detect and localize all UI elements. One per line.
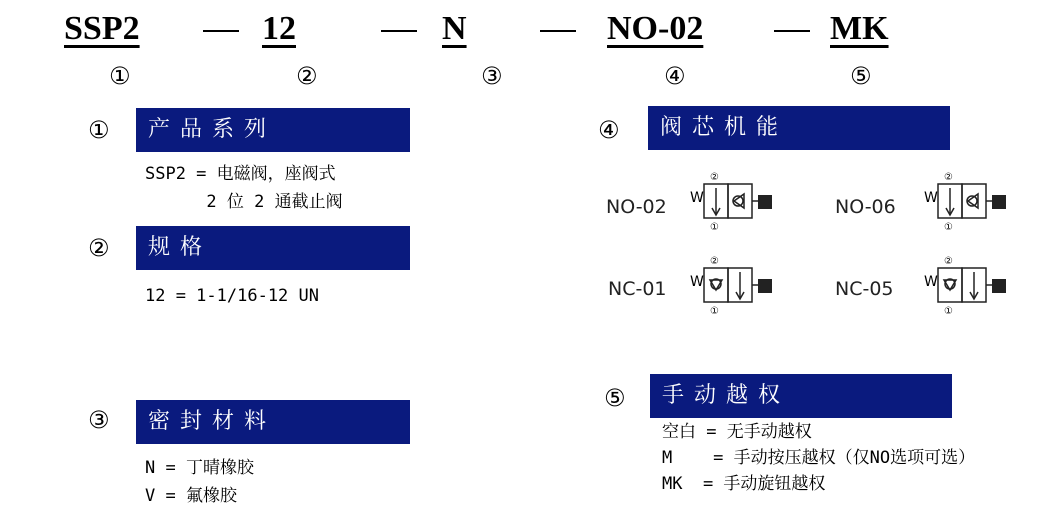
section-marker: ⑤	[604, 384, 626, 412]
svg-text:②: ②	[710, 172, 719, 183]
valve-label: NC-01	[608, 278, 667, 300]
svg-text:①: ①	[944, 222, 953, 233]
section-line: V = 氟橡胶	[145, 486, 237, 506]
section-marker: ①	[88, 116, 110, 144]
valve-diagram	[924, 168, 1034, 238]
valve-label: NC-05	[835, 278, 894, 300]
section-header: 阀芯机能	[648, 106, 950, 150]
code-part-size: 12	[262, 10, 296, 47]
section-marker: ④	[598, 116, 620, 144]
svg-text:①: ①	[710, 306, 719, 317]
svg-text:W: W	[924, 190, 938, 206]
code-separator	[203, 30, 239, 32]
section-line: MK = 手动旋钮越权	[662, 474, 826, 494]
code-part-series: SSP2	[64, 10, 140, 47]
valve-diagram	[690, 168, 820, 238]
code-part-override: MK	[830, 10, 889, 47]
code-marker: ③	[481, 62, 503, 90]
section-line: N = 丁晴橡胶	[145, 458, 254, 478]
code-separator	[774, 30, 810, 32]
svg-text:①: ①	[944, 306, 953, 317]
code-separator	[540, 30, 576, 32]
svg-text:①: ①	[710, 222, 719, 233]
section-header: 密封材料	[136, 400, 410, 444]
section-line: SSP2 = 电磁阀，座阀式	[145, 164, 336, 184]
section-marker: ③	[88, 406, 110, 434]
valve-label: NO-06	[835, 196, 896, 218]
code-marker: ①	[109, 62, 131, 90]
valve-diagram	[924, 252, 1034, 322]
code-marker: ⑤	[850, 62, 872, 90]
valve-label: NO-02	[606, 196, 667, 218]
svg-text:W: W	[924, 274, 938, 290]
svg-text:②: ②	[944, 256, 953, 267]
svg-text:②: ②	[710, 256, 719, 267]
section-header: 产品系列	[136, 108, 410, 152]
section-marker: ②	[88, 234, 110, 262]
section-line: 12 = 1-1/16-12 UN	[145, 286, 319, 306]
code-part-spool: NO-02	[607, 10, 704, 47]
valve-diagram	[690, 252, 820, 322]
section-header: 手动越权	[650, 374, 952, 418]
code-separator	[381, 30, 417, 32]
section-line: M = 手动按压越权（仅NO选项可选）	[662, 448, 976, 468]
code-part-seal: N	[442, 10, 467, 47]
code-marker: ②	[296, 62, 318, 90]
svg-text:W: W	[690, 274, 704, 290]
section-line: 空白 = 无手动越权	[662, 422, 812, 442]
code-marker: ④	[664, 62, 686, 90]
svg-text:W: W	[690, 190, 704, 206]
section-header: 规格	[136, 226, 410, 270]
section-line: 2 位 2 通截止阀	[145, 192, 343, 212]
svg-text:②: ②	[944, 172, 953, 183]
